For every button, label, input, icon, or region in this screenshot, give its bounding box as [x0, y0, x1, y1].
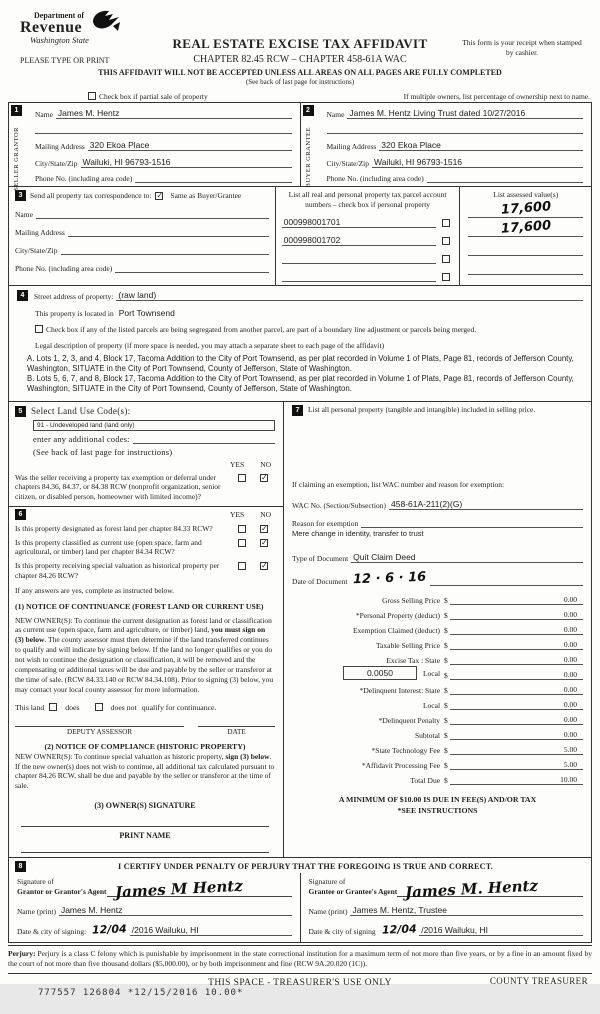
buyer-mailing-label: Mailing Address	[326, 142, 377, 151]
assessed-value-3[interactable]	[468, 239, 583, 256]
delinquent-interest-state-value[interactable]: 0.00	[450, 685, 583, 695]
grantor-year-city[interactable]: /2016 Wailuku, HI	[130, 925, 203, 936]
delinquent-penalty-label: *Delinquent Penalty	[378, 715, 441, 725]
cashier-stamp: 777557 126804 *12/15/2016 10.00*	[38, 987, 244, 998]
seller-side-label: SELLER GRANTOR	[13, 127, 20, 191]
same-as-buyer-checkbox[interactable]	[155, 192, 163, 200]
exemption-claimed-label: Exemption Claimed (deduct)	[352, 625, 441, 635]
segregated-label: Check box if any of the listed parcels are being segregated from another parcel, are part of a boundary line adjustment or parcels being merged.	[46, 324, 477, 334]
assessed-value-2[interactable]: 17,600	[468, 220, 583, 237]
personal-property-section	[284, 402, 591, 858]
wac-value[interactable]: 458-61A-211(2)(G)	[389, 499, 466, 510]
parcel-number-3[interactable]	[282, 253, 437, 264]
parcel-3-personal-checkbox[interactable]	[442, 255, 450, 263]
see-back-note: (See back of last page for instructions)	[245, 78, 355, 86]
logo-state-text: Washington State	[30, 35, 89, 45]
buyer-phone-label: Phone No. (including area code)	[326, 174, 424, 183]
wac-label: WAC No. (Section/Subsection)	[292, 500, 386, 510]
yes-header-2: YES	[230, 509, 245, 519]
grantor-agent-label: Grantor or Grantor's Agent	[17, 886, 107, 896]
buyer-city-value[interactable]: Wailuki, HI 96793-1516	[372, 157, 466, 168]
exemption-deferral-question: Was the seller receiving a property tax exemption or deferral under chapters 84.36, 84.37, or 84.38 RCW (nonprofit organization, senior citizen, or disabled person, homeowner with limited income)?	[15, 472, 221, 502]
state-technology-fee-label: *State Technology Fee	[371, 745, 441, 755]
assessor-date-line[interactable]: DATE	[198, 726, 275, 736]
reason-exemption-line[interactable]	[361, 519, 583, 528]
section-8-badge: 8	[15, 861, 26, 872]
parcel-2-personal-checkbox[interactable]	[442, 237, 450, 245]
grantee-year-city[interactable]: /2016 Wailuku, HI	[419, 925, 492, 936]
section-2-badge: 2	[303, 105, 314, 116]
legal-description-text[interactable]: A. Lots 1, 2, 3, and 4, Block 17, Tacoma Addition to the City of Port Townsend, as per plat recorded in Volume 1 of Plats, Page 81, records of Jefferson County, Washington, SITUATE in the City of Port Townsend, County of Jefferson, State of Washington. B. Lots 5, 6, 7, and 8, Block 17, Tacoma Addition to the City of Port Townsend, as per plat recorded in Volume 1 of Plats, Page 81, records of Jefferson County, Washington, SITUATE in the City of Port Townsend, County of Jefferson, State of Washington.	[27, 353, 574, 394]
send-correspondence-label: Send all property tax correspondence to:	[30, 191, 152, 200]
notice-compliance-text: NEW OWNER(S): To continue special valuation as historic property, sign (3) below. If the new owner(s) does not wish to continue, all additional tax calculated pursuant to chapter 84.26 RCW, shall be due and payable by the seller or transferor at the time of sale.	[15, 751, 275, 791]
exemption-claimed-value[interactable]: 0.00	[450, 625, 583, 635]
local-rate-box[interactable]: 0.0050	[343, 666, 417, 680]
corr-city-value[interactable]	[61, 246, 269, 255]
seller-city-label: City/State/Zip	[35, 159, 78, 168]
forest-no-checkbox[interactable]	[260, 525, 268, 533]
notice-continuance-title: (1) NOTICE OF CONTINUANCE (FOREST LAND OR CURRENT USE)	[15, 601, 264, 611]
type-or-print: PLEASE TYPE OR PRINT	[20, 56, 110, 65]
excise-tax-state-value[interactable]: 0.00	[450, 655, 583, 665]
section-3-badge: 3	[15, 190, 26, 201]
doc-date-label: Date of Document	[292, 576, 348, 586]
excise-tax-state-label: Excise Tax : State	[386, 655, 441, 665]
segregated-checkbox[interactable]	[35, 325, 43, 333]
seller-name-label: Name	[35, 110, 53, 119]
grantor-name-print-label: Name (print)	[17, 906, 56, 916]
seller-phone-value[interactable]	[135, 174, 291, 183]
additional-codes-label: enter any additional codes:	[33, 433, 130, 444]
forest-land-question: Is this property designated as forest land per chapter 84.33 RCW?	[15, 523, 213, 533]
grantee-name-print-label: Name (print)	[308, 906, 348, 916]
forest-yes-checkbox[interactable]	[238, 525, 246, 533]
street-address-label: Street address of property:	[34, 291, 114, 301]
parcel-number-2[interactable]: 000998001702	[282, 235, 437, 246]
assessed-value-1[interactable]: 17,600	[468, 201, 583, 218]
local-rate-row-label: 0.0050 Local	[292, 666, 440, 680]
personal-property-deduct-value[interactable]: 0.00	[450, 610, 583, 620]
land-use-section	[9, 402, 283, 507]
no-header: NO	[260, 459, 272, 469]
parcel-numbers-header: List all real and personal property tax parcel account numbers – check box if personal property	[288, 190, 447, 209]
form-chapter: CHAPTER 82.45 RCW – CHAPTER 458-61A WAC	[193, 54, 407, 65]
grantor-signature-line[interactable]	[107, 876, 292, 902]
historic-question: Is this property receiving special valuation as historical property per chapter 84.26 RCW?	[15, 561, 220, 580]
grantor-signature-block	[9, 873, 300, 942]
grantee-name-print-value[interactable]: James M. Hentz, Trustee	[350, 905, 450, 916]
form-header	[0, 0, 600, 92]
excise-tax-local-value[interactable]: 0.00	[450, 670, 583, 680]
tax-correspondence-section	[9, 187, 591, 286]
affidavit-processing-fee-label: *Affidavit Processing Fee	[361, 760, 441, 770]
located-in-value[interactable]: Port Townsend	[118, 307, 175, 318]
delinquent-interest-state-label: *Delinquent Interest: State	[359, 685, 441, 695]
does-qualify-checkbox[interactable]	[49, 703, 57, 711]
minimum-due-note: A MINIMUM OF $10.00 IS DUE IN FEE(S) AND/OR TAX *SEE INSTRUCTIONS	[338, 794, 537, 815]
receipt-note: This form is your receipt when stamped by cashier.	[462, 38, 582, 58]
doc-date-value[interactable]: 12 · 6 · 16	[353, 569, 427, 587]
delinquent-interest-local-label: Local	[422, 700, 441, 710]
additional-codes-value[interactable]	[133, 435, 275, 444]
located-in-label: This property is located in	[35, 308, 114, 318]
grantor-signature: James M Hentz	[114, 876, 243, 902]
current-use-question: Is this property classified as current use (open space, farm and agricultural, or timber) land per chapter 84.34 RCW?	[15, 537, 202, 557]
corr-name-value[interactable]	[36, 210, 269, 219]
seller-mailing-value[interactable]: 320 Ekoa Place	[88, 140, 154, 151]
dor-logo	[20, 12, 160, 45]
corr-mailing-value[interactable]	[68, 228, 269, 237]
partial-sale-label: Check box if partial sale of property	[99, 92, 208, 101]
delinquent-interest-local-value[interactable]: 0.00	[450, 700, 583, 710]
gross-selling-price-value[interactable]: 0.00	[450, 595, 583, 605]
seller-city-value[interactable]: Wailuki, HI 96793-1516	[81, 157, 175, 168]
personal-property-deduct-label: *Personal Property (deduct)	[355, 610, 441, 620]
partial-sale-checkbox[interactable]	[88, 92, 96, 100]
completion-warning: THIS AFFIDAVIT WILL NOT BE ACCEPTED UNLESS ALL AREAS ON ALL PAGES ARE FULLY COMPLETED	[98, 68, 502, 77]
taxable-selling-price-value[interactable]: 0.00	[450, 640, 583, 650]
continuance-qualify-row: This land does does not qualify for continuance.	[15, 702, 217, 712]
reason-exemption-value[interactable]: Mere change in identity, transfer to trust	[292, 528, 424, 538]
section-4-badge: 4	[17, 290, 28, 301]
land-use-title: Select Land Use Code(s):	[31, 406, 131, 417]
taxable-selling-price-label: Taxable Selling Price	[375, 640, 441, 650]
grantee-signature: James M. Hentz	[404, 876, 539, 902]
parcel-4-personal-checkbox[interactable]	[442, 273, 450, 281]
buyer-side-label: BUYER GRANTEE	[304, 127, 312, 188]
grantee-signature-line[interactable]	[397, 876, 583, 902]
street-address-value[interactable]: (raw land)	[116, 290, 160, 301]
corr-name-label: Name	[15, 210, 33, 219]
section-6-badge: 6	[15, 509, 26, 520]
buyer-name-line2[interactable]	[327, 125, 584, 134]
reason-exemption-label: Reason for exemption	[292, 518, 359, 528]
notice-compliance-title: (2) NOTICE OF COMPLIANCE (HISTORIC PROPERTY)	[44, 741, 246, 751]
certify-statement: I CERTIFY UNDER PENALTY OF PERJURY THAT THE FOREGOING IS TRUE AND CORRECT.	[117, 862, 494, 872]
same-as-buyer-label: Same as Buyer/Grantee	[170, 191, 242, 200]
grantee-agent-label: Grantee or Grantee's Agent	[308, 886, 398, 896]
yes-header: YES	[230, 459, 245, 469]
section-7-badge: 7	[292, 405, 303, 416]
corr-phone-value[interactable]	[115, 264, 268, 273]
seller-name-line2[interactable]	[35, 125, 292, 134]
doc-type-value[interactable]: Quit Claim Deed	[351, 552, 419, 563]
grantor-sig-of: Signature of	[17, 877, 54, 887]
owners-signature-line[interactable]	[21, 826, 269, 827]
exemption-yes-checkbox[interactable]	[238, 474, 246, 482]
legal-description-label: Legal description of property (if more space is needed, you may attach a separate sheet to each page of the affidavit)	[35, 340, 385, 350]
form-body	[8, 102, 592, 943]
assessed-values-header: List assessed value(s)	[493, 190, 559, 199]
classification-section	[9, 507, 283, 857]
revenue-logo-icon	[91, 10, 121, 41]
buyer-name-label: Name	[326, 110, 345, 119]
subtotal-value[interactable]: 0.00	[450, 730, 583, 740]
buyer-name-value[interactable]: James M. Hentz Living Trust dated 10/27/2016	[347, 108, 529, 119]
buyer-city-label: City/State/Zip	[326, 159, 369, 168]
current-use-yes-checkbox[interactable]	[238, 539, 246, 547]
seller-phone-label: Phone No. (including area code)	[35, 174, 133, 183]
notice-continuance-text: NEW OWNER(S): To continue the current designation as forest land or classification as current use (open space, farm and agriculture, or timber) land, you must sign on (3) below. The county assessor must then determine if the land transferred continues to qualify and will indicate by signing below. If the land no longer qualifies or you do not wish to continue the designation or classification, it will be removed and the compensating or additional taxes will be due and payable by the seller or transferor at the time of sale. (RCW 84.33.140 or RCW 84.34.108). Prior to signing (3) below, you may contact your local county assessor for more information.	[15, 615, 274, 694]
parcel-number-4[interactable]	[282, 271, 437, 282]
perjury-statement: Perjury: Perjury is a class C felony which is punishable by imprisonment in the state correctional institution for a maximum term of not more than five years, or by a fine in an amount fixed by the court of not more than five thousand dollars ($5,000.00), or by both imprisonment and fine (RCW 9A.20.020 (1C)).	[8, 945, 592, 970]
doc-type-label: Type of Document	[292, 553, 349, 563]
gross-selling-price-label: Gross Selling Price	[382, 595, 441, 605]
grantor-date-label: Date & city of signing:	[17, 926, 87, 936]
print-name-label: PRINT NAME	[119, 831, 171, 841]
buyer-section	[300, 103, 592, 186]
subtotal-label: Subtotal	[415, 730, 441, 740]
multiple-owners-note: If multiple owners, list percentage of ownership next to name.	[403, 92, 590, 101]
logo-dept-text: Department of	[34, 11, 84, 20]
seller-name-value[interactable]: James M. Hentz	[56, 108, 123, 119]
section-5-badge: 5	[15, 406, 26, 417]
partial-sale-row	[88, 92, 208, 101]
personal-property-label: List all personal property (tangible and intangible) included in selling price.	[308, 404, 536, 414]
total-due-value[interactable]: 10.00	[450, 775, 583, 785]
grantee-date-label: Date & city of signing	[308, 926, 376, 936]
corr-city-label: City/State/Zip	[15, 246, 58, 255]
seller-section	[9, 103, 300, 191]
seller-mailing-label: Mailing Address	[35, 142, 85, 151]
buyer-mailing-value[interactable]: 320 Ekoa Place	[379, 140, 445, 151]
land-use-code-select[interactable]: 91 - Undeveloped land (land only)	[33, 420, 275, 431]
section-1-badge: 1	[11, 105, 22, 116]
if-yes-note: If any answers are yes, complete as instructed below.	[15, 585, 175, 595]
delinquent-penalty-value[interactable]: 0.00	[450, 715, 583, 725]
historic-no-checkbox[interactable]	[260, 562, 268, 570]
certification-section	[9, 857, 591, 942]
does-not-qualify-checkbox[interactable]	[95, 703, 103, 711]
state-technology-fee-value[interactable]: 5.00	[450, 745, 583, 755]
property-address-section	[9, 286, 591, 402]
affidavit-processing-fee-value[interactable]: 5.00	[450, 760, 583, 770]
grantee-date-value[interactable]: 12/04	[381, 922, 417, 937]
fee-table: Gross Selling Price $ 0.00 *Personal Property (deduct) $ 0.00 Exemption Claimed (deduct) $ 0.00 Taxable Selling Price $ 0.00 Excise Tax : State $ 0.00 0.0050 Local $ 0.00 *Delinquent Interest: State $ 0.00 Local $ 0.00 *Delinquent Penalty $ 0.00 Subtotal $ 0.00 *State Technology Fee $ 5.00 *Affidavit Processing Fee $ 5.00 Total Due $ 10.00	[292, 590, 583, 785]
parcel-number-1[interactable]: 000998001701	[282, 217, 437, 228]
grantor-date-value[interactable]: 12/04	[91, 922, 128, 937]
claiming-exemption-label: If claiming an exemption, list WAC number and reason for exemption:	[292, 479, 505, 489]
owners-signature-label: (3) OWNER(S) SIGNATURE	[94, 801, 196, 811]
no-header-2: NO	[260, 509, 272, 519]
print-name-line[interactable]	[21, 852, 269, 853]
total-due-label: Total Due	[410, 775, 441, 785]
form-footer	[8, 945, 592, 1014]
grantee-signature-block	[300, 873, 592, 942]
form-title: REAL ESTATE EXCISE TAX AFFIDAVIT	[172, 36, 428, 51]
corr-phone-label: Phone No. (including area code)	[15, 264, 113, 273]
grantee-sig-of: Signature of	[308, 877, 346, 887]
assessed-value-4[interactable]	[468, 258, 583, 275]
exemption-no-checkbox[interactable]	[260, 474, 268, 482]
corr-mailing-label: Mailing Address	[15, 228, 65, 237]
grantor-name-print-value[interactable]: James M. Hentz	[59, 905, 126, 916]
current-use-no-checkbox[interactable]	[260, 539, 268, 547]
treasurer-use-only-label: THIS SPACE - TREASURER'S USE ONLY	[208, 977, 392, 988]
buyer-phone-value[interactable]	[427, 174, 583, 183]
see-back-instructions: (See back of last page for instructions)	[33, 446, 173, 457]
county-treasurer-label: COUNTY TREASURER	[489, 975, 588, 986]
historic-yes-checkbox[interactable]	[238, 562, 246, 570]
logo-revenue-text: Revenue	[20, 19, 83, 36]
deputy-assessor-line[interactable]: DEPUTY ASSESSOR	[15, 726, 184, 736]
parcel-1-personal-checkbox[interactable]	[442, 219, 450, 227]
